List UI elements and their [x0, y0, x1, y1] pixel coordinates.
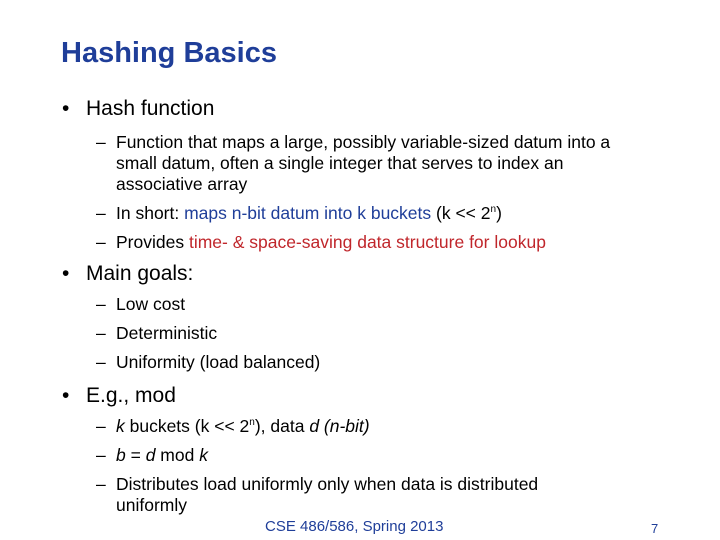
sub-bullet-text: Low cost — [116, 294, 186, 314]
bullet-icon: • — [62, 97, 70, 120]
sub-bullet-low-cost — [96, 294, 185, 315]
sub-bullet-text: Function that maps a large, possibly variable-sized datum into a small datum, often a single integer that serves to index an associative array — [116, 132, 611, 194]
dash-icon: – — [96, 416, 106, 436]
bullet-heading: E.g., mod — [86, 384, 176, 407]
text-a: buckets (k << 2 — [124, 416, 250, 436]
footer-course: CSE 486/586, Spring 2013 — [265, 518, 444, 535]
dash-icon: – — [96, 232, 106, 252]
sub-bullet-text: Deterministic — [116, 323, 218, 343]
superscript: n — [249, 417, 255, 428]
highlight-text: maps n-bit datum into k buckets — [184, 203, 432, 223]
sub-bullet-uniformity — [96, 352, 320, 373]
dash-icon: – — [96, 323, 106, 343]
text-suffix: ) — [496, 203, 502, 223]
var-k: k — [199, 445, 208, 465]
sub-bullet-formula — [96, 445, 208, 466]
text-prefix: In short: — [116, 203, 185, 223]
page-number: 7 — [651, 521, 659, 536]
slide-title: Hashing Basics — [61, 37, 277, 69]
dash-icon: – — [96, 445, 106, 465]
dash-icon: – — [96, 132, 106, 152]
sub-bullet-text: Distributes load uniformly only when data is distributed uniformly — [116, 474, 539, 515]
var-d: d — [145, 445, 156, 465]
dash-icon: – — [96, 203, 106, 223]
var-d: d — [309, 416, 320, 436]
sub-bullet-k-buckets — [96, 416, 370, 437]
superscript: n — [490, 204, 497, 215]
bullet-icon: • — [62, 262, 70, 285]
sub-bullet-provides — [96, 232, 546, 253]
bullet-icon: • — [62, 384, 70, 407]
highlight-text: time- & space-saving data structure for lookup — [188, 232, 546, 252]
sub-bullet-definition — [96, 132, 636, 195]
sub-bullet-in-short — [96, 203, 502, 224]
text-b: ), data — [254, 416, 310, 436]
sub-bullet-text: Uniformity (load balanced) — [116, 352, 321, 372]
text-middle: (k << 2 — [431, 203, 491, 223]
text-mod: mod — [155, 445, 200, 465]
var-nbit: (n-bit) — [323, 416, 370, 436]
bullet-eg-mod — [62, 384, 176, 408]
text-prefix: Provides — [116, 232, 189, 252]
sub-bullet-deterministic — [96, 323, 217, 344]
dash-icon: – — [96, 294, 106, 314]
var-k: k — [116, 416, 125, 436]
bullet-heading: Main goals: — [86, 262, 194, 285]
bullet-main-goals — [62, 262, 193, 286]
bullet-hash-function — [62, 97, 214, 121]
dash-icon: – — [96, 474, 106, 494]
sub-bullet-distributes — [96, 474, 606, 516]
dash-icon: – — [96, 352, 106, 372]
text-eq: = — [125, 445, 146, 465]
bullet-heading: Hash function — [86, 97, 215, 120]
var-b: b — [116, 445, 126, 465]
